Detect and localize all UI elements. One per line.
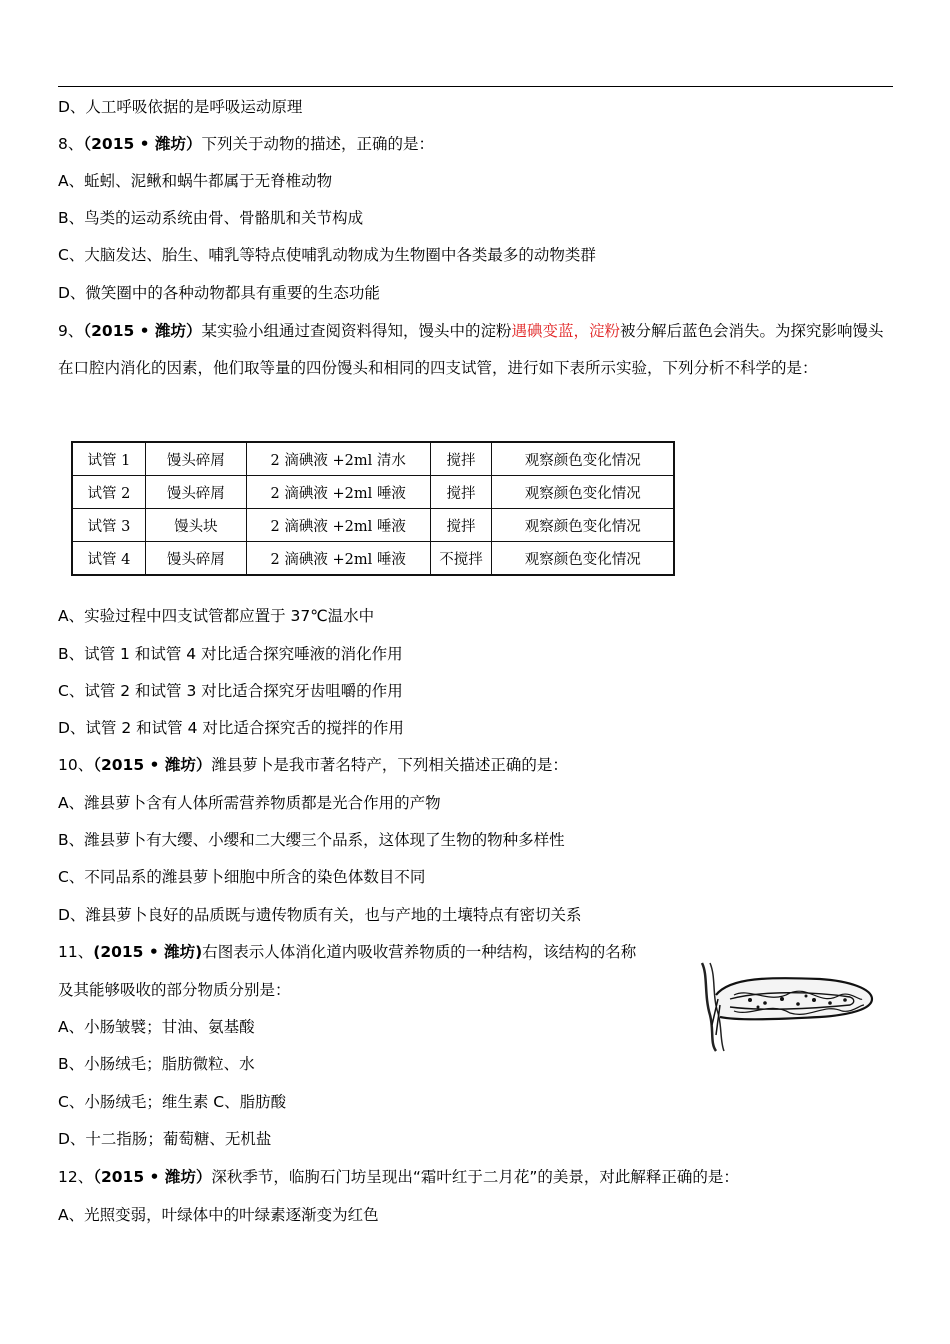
q9-stem-highlight: 遇碘变蓝，淀粉 <box>511 322 620 340</box>
q9-source: （2015 • 潍坊） <box>83 322 202 340</box>
table-cell: 2 滴碘液 +2ml 唾液 <box>246 542 430 576</box>
table-cell: 观察颜色变化情况 <box>492 476 674 509</box>
q8-stem-text: 下列关于动物的描述，正确的是： <box>201 135 434 153</box>
q11-source: (2015 • 潍坊) <box>93 943 203 961</box>
q8-source: （2015 • 潍坊） <box>83 135 202 153</box>
q10-option-c: C、不同品系的潍县萝卜细胞中所含的染色体数目不同 <box>58 868 426 886</box>
q8-stem <box>58 134 434 154</box>
q12-option-a: A、光照变弱，叶绿体中的叶绿素逐渐变为红色 <box>58 1206 379 1224</box>
table-cell: 观察颜色变化情况 <box>492 542 674 576</box>
table-row <box>72 442 674 476</box>
q8-option-d: D、微笑圈中的各种动物都具有重要的生态功能 <box>58 284 380 302</box>
table-cell: 不搅拌 <box>430 542 492 576</box>
q8-option-b: B、鸟类的运动系统由骨、骨骼肌和关节构成 <box>58 209 364 227</box>
q9-option-b: B、试管 1 和试管 4 对比适合探究唾液的消化作用 <box>58 645 403 663</box>
table-cell: 馒头碎屑 <box>145 542 246 576</box>
q10-option-a: A、潍县萝卜含有人体所需营养物质都是光合作用的产物 <box>58 794 441 812</box>
q11-option-a: A、小肠皱襞；甘油、氨基酸 <box>58 1018 255 1036</box>
q10-option-b: B、潍县萝卜有大缨、小缨和二大缨三个品系，这体现了生物的物种多样性 <box>58 831 565 849</box>
table-cell: 搅拌 <box>430 476 492 509</box>
q9-stem <box>58 313 894 387</box>
table-cell: 2 滴碘液 +2ml 清水 <box>246 442 430 476</box>
table-cell: 观察颜色变化情况 <box>492 442 674 476</box>
table-cell: 试管 3 <box>72 509 145 542</box>
header-rule <box>58 86 893 87</box>
table-row <box>72 509 674 542</box>
q11-option-c: C、小肠绒毛；维生素 C、脂肪酸 <box>58 1093 287 1111</box>
q10-stem-text: 潍县萝卜是我市著名特产，下列相关描述正确的是： <box>211 756 568 774</box>
q8-option-a: A、蚯蚓、泥鳅和蜗牛都属于无脊椎动物 <box>58 172 333 190</box>
q12-number: 12、 <box>58 1168 94 1186</box>
q9-number: 9、 <box>58 322 84 340</box>
q8-option-c: C、大脑发达、胎生、哺乳等特点使哺乳动物成为生物圈中各类最多的动物类群 <box>58 246 596 264</box>
q9-stem-b: 被分解后蓝色会消失。为探究影响馒头在口腔内消化的因素，他们取等量的四份馒头和相同的四支试管，进行如下表所示实验，下列分析不科学的是： <box>58 322 884 377</box>
table-cell: 试管 1 <box>72 442 145 476</box>
q10-option-d: D、潍县萝卜良好的品质既与遗传物质有关，也与产地的土壤特点有密切关系 <box>58 906 582 924</box>
q11-number: 11、 <box>58 943 94 961</box>
q9-experiment-table <box>71 441 675 576</box>
table-cell: 搅拌 <box>430 509 492 542</box>
table-cell: 馒头碎屑 <box>145 476 246 509</box>
table-cell: 试管 4 <box>72 542 145 576</box>
table-cell: 搅拌 <box>430 442 492 476</box>
table-row <box>72 476 674 509</box>
q11-stem <box>58 942 636 962</box>
q10-source: （2015 • 潍坊） <box>93 756 212 774</box>
q12-source: （2015 • 潍坊） <box>93 1168 212 1186</box>
table-cell: 2 滴碘液 +2ml 唾液 <box>246 476 430 509</box>
q9-option-c: C、试管 2 和试管 3 对比适合探究牙齿咀嚼的作用 <box>58 682 403 700</box>
q8-number: 8、 <box>58 135 84 153</box>
table-cell: 馒头碎屑 <box>145 442 246 476</box>
table-cell: 2 滴碘液 +2ml 唾液 <box>246 509 430 542</box>
q9-stem-a: 某实验小组通过查阅资料得知，馒头中的淀粉 <box>201 322 512 340</box>
q11-option-d: D、十二指肠；葡萄糖、无机盐 <box>58 1130 272 1148</box>
q9-option-d: D、试管 2 和试管 4 对比适合探究舌的搅拌的作用 <box>58 719 404 737</box>
table-cell: 观察颜色变化情况 <box>492 509 674 542</box>
q10-stem <box>58 755 568 775</box>
table-cell: 馒头块 <box>145 509 246 542</box>
intestinal-villus-diagram-icon <box>690 955 880 1055</box>
q12-stem <box>58 1167 739 1187</box>
q11-option-b: B、小肠绒毛；脂肪微粒、水 <box>58 1055 255 1073</box>
q11-stem-line1: 右图表示人体消化道内吸收营养物质的一种结构，该结构的名称 <box>202 943 637 961</box>
table-cell: 试管 2 <box>72 476 145 509</box>
q11-stem-line2: 及其能够吸收的部分物质分别是： <box>58 981 291 999</box>
q10-number: 10、 <box>58 756 94 774</box>
table-row <box>72 542 674 576</box>
q12-stem-text: 深秋季节，临朐石门坊呈现出“霜叶红于二月花”的美景，对此解释正确的是： <box>211 1168 739 1186</box>
q7-option-d: D、人工呼吸依据的是呼吸运动原理 <box>58 98 303 116</box>
q9-option-a: A、实验过程中四支试管都应置于 37℃温水中 <box>58 607 375 625</box>
